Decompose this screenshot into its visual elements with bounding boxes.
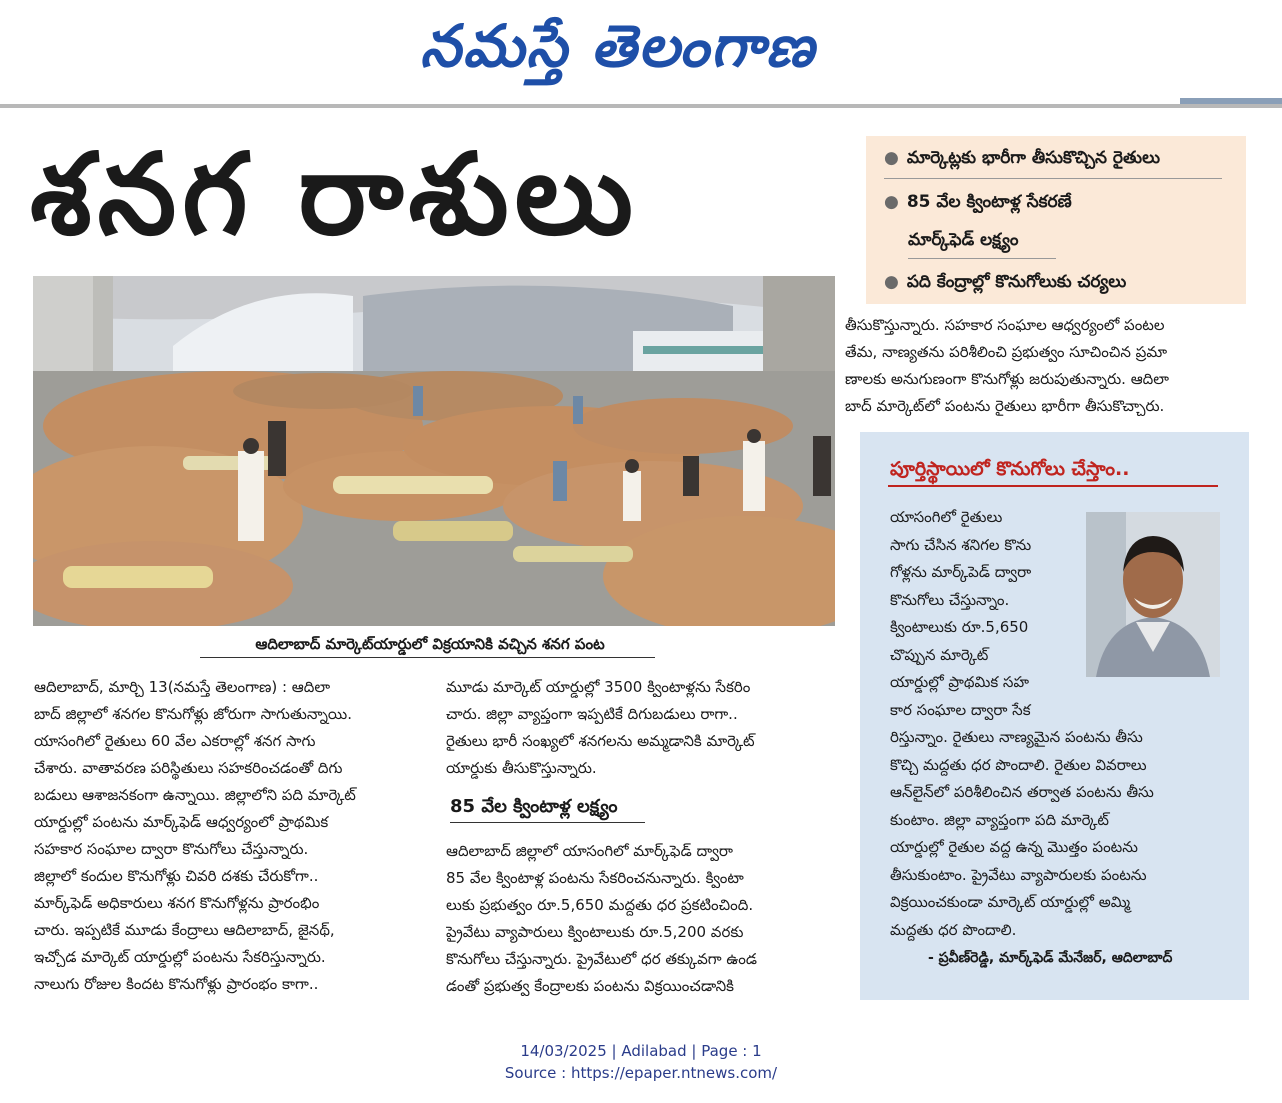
text-line: తీసుకొస్తున్నారు. సహకార సంఘాల ఆధ్వర్యంలో పంటల (845, 316, 1165, 334)
bullet-icon: ● (884, 192, 899, 212)
text-line: కుంటాం. జిల్లా వ్యాప్తంగా పది మార్కెట్ (890, 810, 1109, 829)
text-line: ఆదిలాబాద్ జిల్లాలో యాసంగిలో మార్క్‌ఫెడ్ ద్వారా (446, 842, 733, 860)
text-line: విక్రయించకుండా మార్కెట్ యార్డుల్లో అమ్మి (890, 893, 1131, 911)
article-subheading: 85 వేల క్వింటాళ్ల లక్ష్యం (450, 796, 618, 817)
text-line: కార సంఘాల ద్వారా సేక (890, 700, 1031, 719)
article-column-1 (34, 674, 428, 998)
text-line: బడులు ఆశాజనకంగా ఉన్నాయి. జిల్లాలోని పది మార్కెట్ (34, 786, 356, 804)
article-headline: శనగ రాశులు (30, 130, 639, 260)
highlight-divider (908, 258, 1056, 259)
text-line: ఇచ్చోడ మార్కెట్ యార్డుల్లో పంటను సేకరిస్తున్నారు. (34, 948, 326, 966)
text-line: బాద్ మార్కెట్‌లో పంటను రైతులు భారీగా తీసుకొచ్చారు. (845, 397, 1165, 415)
text-line: లుకు ప్రభుత్వం రూ.5,650 మద్దతు ధర ప్రకటించింది. (446, 896, 754, 914)
photo-caption: ఆదిలాబాద్ మార్కెట్‌యార్డులో విక్రయానికి వచ్చిన శనగ పంట (255, 635, 605, 653)
quote-title: పూర్తిస్థాయిలో కొనుగోలు చేస్తాం.. (890, 458, 1130, 480)
market-yard-photo (33, 276, 835, 626)
footer-date-edition: 14/03/2025 | Adilabad | Page : 1 (520, 1042, 762, 1060)
text-line: డంతో ప్రభుత్వ కేంద్రాలకు పంటను విక్రయించడానికి (446, 977, 735, 995)
highlight-item-continued: మార్క్‌ఫెడ్ లక్ష్యం (908, 230, 1019, 250)
text-line: జిల్లాలో కందుల కొనుగోళ్లు చివరి దశకు చేరుకోగా.. (34, 867, 319, 885)
text-line: యార్డుల్లో ప్రాథమిక సహ (890, 673, 1029, 691)
text-line: యాసంగిలో రైతులు (890, 508, 1003, 526)
text-line: తేమ, నాణ్యతను పరిశీలించి ప్రభుత్వం సూచించిన ప్రమా (845, 343, 1168, 361)
masthead-rule (0, 104, 1282, 108)
text-line: చేశారు. వాతావరణ పరిస్థితులు సహకరించడంతో దిగు (34, 759, 343, 777)
quote-body (890, 504, 1240, 944)
text-line: ఆదిలాబాద్, మార్చి 13(నమస్తే తెలంగాణ) : ఆదిలా (34, 678, 331, 696)
page-footer (0, 1040, 1282, 1084)
masthead-accent-rule (1180, 98, 1282, 104)
text-line: కొనుగోలు చేస్తున్నారు. ప్రైవేటులో ధర తక్కువగా ఉండ (446, 950, 758, 968)
text-line: చారు. ఇప్పటికే మూడు కేంద్రాలు ఆదిలాబాద్, జైనథ్, (34, 921, 335, 939)
text-line: 85 వేల క్వింటాళ్ల పంటను సేకరించనున్నారు. క్వింటా (446, 869, 744, 887)
text-line: యార్డుల్లో పంటను మార్క్‌ఫెడ్ ఆధ్వర్యంలో ప్రాథమిక (34, 813, 329, 831)
footer-source-link[interactable]: Source : https://epaper.ntnews.com/ (504, 1064, 778, 1082)
highlight-item: ● పది కేంద్రాల్లో కొనుగోలుకు చర్యలు (884, 272, 1127, 292)
text-line: కొనుగోలు చేస్తున్నాం. (890, 590, 1010, 609)
text-line: కొచ్చి మద్దతు ధర పొందాలి. రైతుల వివరాలు (890, 755, 1147, 774)
newspaper-logo: నమస్తే తెలంగాణ (420, 12, 816, 80)
official-quote-box (860, 432, 1249, 1000)
text-line: మార్క్‌ఫెడ్ అధికారులు శనగ కొనుగోళ్లను ప్రారంభిం (34, 894, 320, 912)
article-column-2-top (446, 674, 836, 782)
article-column-3-top (845, 312, 1251, 420)
text-line: యార్డుల్లో రైతుల వద్ద ఉన్న మొత్తం పంటను (890, 838, 1138, 856)
text-line: చొప్పున మార్కెట్ (890, 645, 989, 664)
text-line: యాసంగిలో రైతులు 60 వేల ఎకరాల్లో శనగ సాగు (34, 732, 316, 750)
quote-title-underline (888, 485, 1218, 487)
text-line: రిస్తున్నాం. రైతులు నాణ్యమైన పంటను తీసు (890, 728, 1143, 746)
bullet-icon: ● (884, 272, 899, 292)
caption-underline (200, 657, 655, 658)
subheading-underline (450, 822, 645, 823)
text-line: క్వింటాలుకు రూ.5,650 (890, 618, 1029, 636)
text-line: ప్రైవేటు వ్యాపారులు క్వింటాలుకు రూ.5,200 వరకు (446, 923, 744, 941)
highlights-box (866, 136, 1246, 304)
highlight-item: ● 85 వేల క్వింటాళ్ల సేకరణే (884, 192, 1072, 212)
text-line: యార్డుకు తీసుకొస్తున్నారు. (446, 759, 597, 777)
highlight-item: ● మార్కెట్లకు భారీగా తీసుకొచ్చిన రైతులు (884, 148, 1160, 168)
text-line: నాలుగు రోజుల కిందట కొనుగోళ్లు ప్రారంభం కాగా.. (34, 975, 319, 993)
text-line: ణాలకు అనుగుణంగా కొనుగోళ్లు జరుపుతున్నారు. ఆదిలా (845, 370, 1169, 388)
text-line: మద్దతు ధర పొందాలి. (890, 920, 1017, 939)
article-column-2-bottom (446, 838, 836, 1000)
text-line: రైతులు భారీ సంఖ్యలో శనగలను అమ్మడానికి మార్కెట్ (446, 732, 755, 750)
text-line: చారు. జిల్లా వ్యాప్తంగా ఇప్పటికే దిగుబడులు రాగా.. (446, 705, 738, 723)
text-line: ఆన్‌లైన్‌లో పరిశీలించిన తర్వాత పంటను తీసు (890, 783, 1154, 801)
text-line: సాగు చేసిన శనిగల కొను (890, 535, 1032, 554)
text-line: మూడు మార్కెట్ యార్డుల్లో 3500 క్వింటాళ్లను సేకరిం (446, 678, 751, 696)
text-line: బాద్ జిల్లాలో శనగల కొనుగోళ్లు జోరుగా సాగుతున్నాయి. (34, 705, 352, 723)
quote-signature: - ప్రవీణ్‌రెడ్డి, మార్క్‌ఫెడ్ మేనేజర్, ఆదిలాబాద్ (928, 950, 1173, 966)
text-line: గోళ్లను మార్క్‌పెడ్ ద్వారా (890, 563, 1032, 581)
bullet-icon: ● (884, 148, 899, 168)
text-line: తీసుకుంటాం. ప్రైవేటు వ్యాపారులకు పంటను (890, 865, 1147, 884)
highlight-divider (884, 178, 1222, 179)
masthead (0, 0, 1282, 100)
text-line: సహకార సంఘాల ద్వారా కొనుగోలు చేస్తున్నారు. (34, 840, 309, 858)
